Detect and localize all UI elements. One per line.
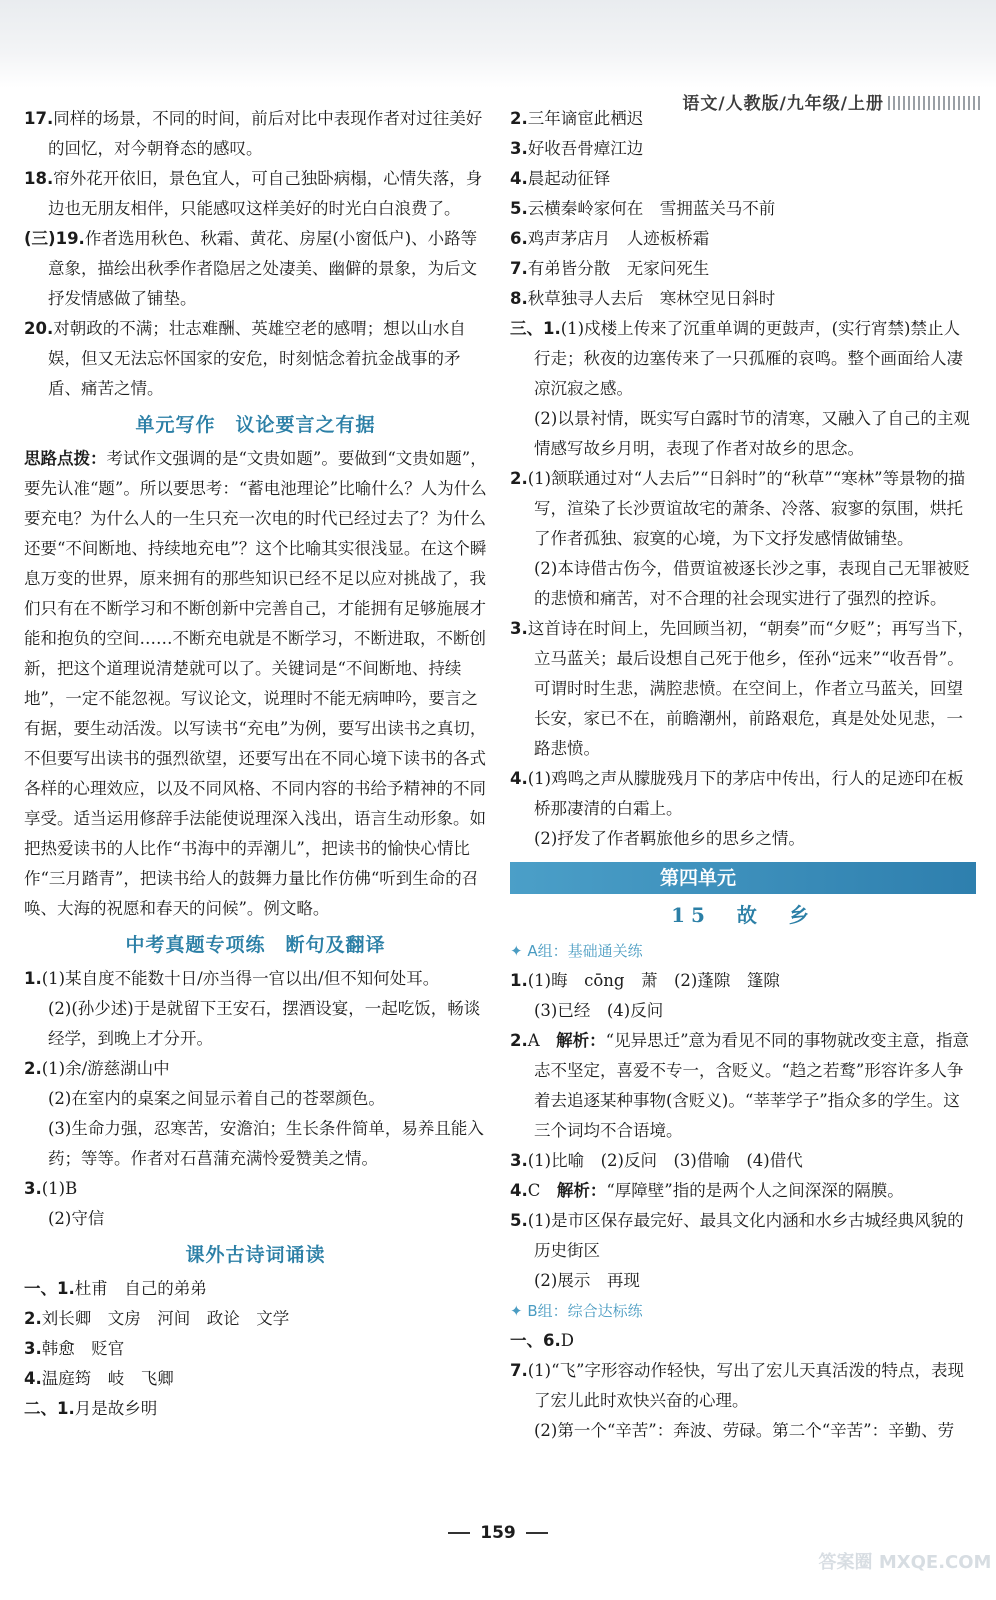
group-a-heading: ✦ A组：基础通关练 [510,942,643,960]
answer-number: 3. [510,139,528,158]
answer-number: 三、1. [510,319,561,338]
answer-number: 2. [510,1031,528,1050]
answer-text: (1)晦 cōng 萧 (2)蓬隙 篷隙 [527,971,780,990]
answer-line [510,614,976,764]
answer-line [24,1084,487,1114]
analysis-text: “厚障壁”指的是两个人之间深深的隔膜。 [606,1181,904,1200]
answer-text: (2)守信 [48,1209,105,1228]
answer-text: 韩愈 贬官 [41,1339,125,1358]
answer-text: 帘外花开依旧，景色宜人，可自己独卧病榻，心情失落，身边也无朋友相伴，只能感叹这样美好的时光白白浪费了。 [48,169,483,218]
answer-number: 3. [510,619,528,638]
writing-text: 考试作文强调的是“文贵如题”。要做到“文贵如题”，要先认准“题”。所以要思考：“蓄电池理论”比喻什么？人为什么要充电？为什么人的一生只充一次电的时代已经过去了？为什么还要“不间断地、持续地充电”？这个比喻其实很浅显。在这个瞬息万变的世界，原来拥有的那些知识已经不足以应对挑战了，我们只有在不断学习和不断创新中完善自己，才能拥有足够施展才能和抱负的空间……不断充电就是不断学习，不断进取，不断创新，把这个道理说清楚就可以了。关键词是“不间断地、持续地”，一定不能忽视。写议论文，说理时不能无病呻吟，要言之有据，要生动活泼。以写读书“充电”为例，要写出读书之真切，不但要写出读书的强烈欲望，还要写出在不同心境下读书的各式各样的心理效应，以及不同风格、不同内容的书给予精神的不同享受。适当运用修辞手法能使说理深入浅出，语言生动形象。如把热爱读书的人比作“书海中的弄潮儿”，把读书的愉快心情比作“三月踏青”，把读书给人的鼓舞力量比作仿佛“听到生命的召唤、大海的祝愿和春天的问候”。例文略。 [24,449,487,918]
answer-text: (2)抒发了作者羁旅他乡的思乡之情。 [534,829,805,848]
answer-text: D [560,1331,574,1350]
left-column [24,104,487,1424]
answer-number: 2. [510,469,528,488]
answer-number: 2. [24,1309,42,1328]
answer-line [24,224,487,314]
running-header: 语文/人教版/九年级/上册 [682,94,884,114]
answer-text: 温庭筠 岐 飞卿 [41,1369,174,1388]
writing-paragraph [24,444,487,924]
group-b-heading: ✦ B组：综合达标练 [510,1302,643,1320]
answer-text: (2)以景衬情，既实写白露时节的清寒，又融入了自己的主观情感写故乡月明，表现了作者对故乡的思念。 [534,409,970,458]
answer-text: 同样的场景，不同的时间，前后对比中表现作者对过往美好的回忆，对今朝脊态的感叹。 [48,109,483,158]
answer-number: 3. [24,1339,42,1358]
page-number-text: 159 [480,1523,516,1543]
answer-number: 5. [510,199,528,218]
answer-text: (2)第一个“辛苦”：奔波、劳碌。第二个“辛苦”：辛勤、劳 [534,1421,955,1440]
answer-number: 8. [510,289,528,308]
answer-number: 18. [24,169,54,188]
answer-number: 4. [510,169,528,188]
answer-line [510,254,976,284]
answer-line [510,134,976,164]
answer-number: 4. [24,1369,42,1388]
exam-section-title: 中考真题专项练 断句及翻译 [125,934,386,956]
answer-text: (1)B [41,1179,78,1198]
answer-line [24,994,487,1054]
answer-line [24,1304,487,1334]
answer-number: 3. [24,1179,42,1198]
answer-text: (2)在室内的桌案之间显示着自己的苍翠颜色。 [48,1089,385,1108]
answer-text: (1)比喻 (2)反问 (3)借喻 (4)借代 [527,1151,803,1170]
answer-text: (1)是市区保存最完好、最具文化内涵和水乡古城经典风貌的历史街区 [527,1211,964,1260]
answer-line [510,996,976,1026]
answer-text: (1)“飞”字形容动作轻快，写出了宏儿天真活泼的特点，表现了宏儿此时欢快兴奋的心理。 [527,1361,964,1410]
answer-line [24,1394,487,1424]
answer-text: 作者选用秋色、秋霜、黄花、房屋(小窗低户)、小路等意象，描绘出秋季作者隐居之处凄美、幽僻的景象，为后文抒发情感做了铺垫。 [48,229,478,308]
answer-number: 5. [510,1211,528,1230]
answer-line [510,464,976,554]
answer-text: (3)已经 (4)反问 [534,1001,664,1020]
answer-line [24,1204,487,1234]
group-b-label: B组：综合达标练 [527,1302,643,1320]
answer-line [24,164,487,224]
answer-line [24,314,487,404]
answer-text: 晨起动征铎 [527,169,611,188]
analysis-text: “见异思迁”意为看见不同的事物就改变主意，指意志不坚定，喜爱不专一，含贬义。“趋之若鹜”形容许多人争着去追逐某种事物(含贬义)。“莘莘学子”指众多的学生。这三个词均不合语境。 [534,1031,970,1140]
answer-text: 有弟皆分散 无家问死生 [527,259,710,278]
answer-text: 这首诗在时间上，先回顾当初，“朝奏”而“夕贬”；再写当下，立马蓝关；最后设想自己死于他乡，侄孙“远来”“收吾骨”。可谓时时生悲，满腔悲愤。在空间上，作者立马蓝关，回望长安，家已不在，前瞻潮州，前路艰危，真是处处见悲，一路悲愤。 [527,619,974,758]
answer-number: 17. [24,109,54,128]
answer-line [510,1026,976,1146]
watermark-text: 答案圈 MXQE.COM [818,1552,992,1573]
answer-number: 6. [510,229,528,248]
answer-number: (三)19. [24,229,85,248]
answer-text: (3)生命力强，忍寒苦，安澹泊；生长条件简单，易养且能入药；等等。作者对石菖蒲充满怜爱赞美之情。 [48,1119,484,1168]
answer-text: (2)本诗借古伤今，借贾谊被逐长沙之事，表现自己无罪被贬的悲愤和痛苦，对不合理的社会现实进行了强烈的控诉。 [534,559,970,608]
answer-text: A [527,1031,557,1050]
analysis-label: 解析： [556,1031,606,1050]
answer-text: (2)展示 再现 [534,1271,640,1290]
answer-number: 7. [510,1361,528,1380]
answer-number: 3. [510,1151,528,1170]
answer-text: 月是故乡明 [74,1399,158,1418]
answer-text: C [527,1181,557,1200]
answer-line [510,1176,976,1206]
answer-line [510,284,976,314]
answer-line [510,1416,976,1446]
writing-section-title: 单元写作 议论要言之有据 [135,414,376,436]
answer-line [510,1356,976,1416]
answer-line [510,554,976,614]
lesson-title: 15 故 乡 [671,903,815,927]
answer-number: 2. [24,1059,42,1078]
answer-line [510,1146,976,1176]
watermark-logo [818,1530,992,1590]
answer-line [510,1326,976,1356]
answer-number: 1. [24,969,42,988]
answer-number: 20. [24,319,54,338]
answer-number: 二、1. [24,1399,75,1418]
answer-line [24,1054,487,1084]
answer-line [510,1206,976,1266]
answer-line [510,314,976,404]
answer-text: 杜甫 自己的弟弟 [74,1279,207,1298]
answer-line [24,1174,487,1204]
answer-line [510,194,976,224]
answer-number: 4. [510,1181,528,1200]
answer-line [24,104,487,164]
answer-line [510,764,976,824]
answer-number: 1. [510,971,528,990]
answer-line [24,964,487,994]
answer-text: 鸡声茅店月 人迹板桥霜 [527,229,710,248]
answer-text: 对朝政的不满；壮志难酬、英雄空老的感喟；想以山水自娱，但又无法忘怀国家的安危，时刻惦念着抗金战事的矛盾、痛苦之情。 [48,319,466,398]
answer-text: (1)余/游慈湖山中 [41,1059,170,1078]
answer-number: 2. [510,109,528,128]
answer-text: 三年谪宦此栖迟 [527,109,644,128]
answer-line [24,1364,487,1394]
answer-line [510,164,976,194]
answer-line [24,1274,487,1304]
answer-line [510,1266,976,1296]
answer-text: 好收吾骨瘴江边 [527,139,644,158]
answer-number: 一、6. [510,1331,561,1350]
answer-text: (1)某自度不能数十日/亦当得一官以出/但不知何处耳。 [41,969,440,988]
answer-line [510,966,976,996]
answer-text: 云横秦岭家何在 雪拥蓝关马不前 [527,199,776,218]
answer-text: (1)戍楼上传来了沉重单调的更鼓声，(实行宵禁)禁止人行走；秋夜的边塞传来了一只孤雁的哀鸣。整个画面给人凄凉沉寂之感。 [534,319,963,398]
answer-number: 4. [510,769,528,788]
poetry-section-title: 课外古诗词诵读 [185,1244,326,1266]
answer-line [24,1114,487,1174]
answer-line [510,104,976,134]
answer-number: 7. [510,259,528,278]
answer-line [510,224,976,254]
answer-line [510,824,976,854]
answer-text: (1)颔联通过对“人去后”“日斜时”的“秋草”“寒林”等景物的描写，渲染了长沙贾谊故宅的萧条、冷落、寂寥的氛围，烘托了作者孤独、寂寞的心境，为下文抒发感情做铺垫。 [527,469,966,548]
answer-text: (1)鸡鸣之声从朦胧残月下的茅店中传出，行人的足迹印在板桥那凄清的白霜上。 [527,769,964,818]
answer-line [510,404,976,464]
answer-number: 一、1. [24,1279,75,1298]
answer-text: 秋草独寻人去后 寒林空见日斜时 [527,289,776,308]
answer-text: 刘长卿 文房 河间 政论 文学 [41,1309,290,1328]
writing-label: 思路点拨： [24,449,107,468]
top-banner [0,0,996,88]
answer-line [24,1334,487,1364]
analysis-label: 解析： [556,1181,607,1200]
group-a-label: A组：基础通关练 [527,942,643,960]
right-column [510,104,976,1446]
answer-text: (2)(孙少述)于是就留下王安石，摆酒设宴，一起吃饭，畅谈经学，到晚上才分开。 [48,999,481,1048]
unit-banner: 第四单元 [510,862,976,894]
